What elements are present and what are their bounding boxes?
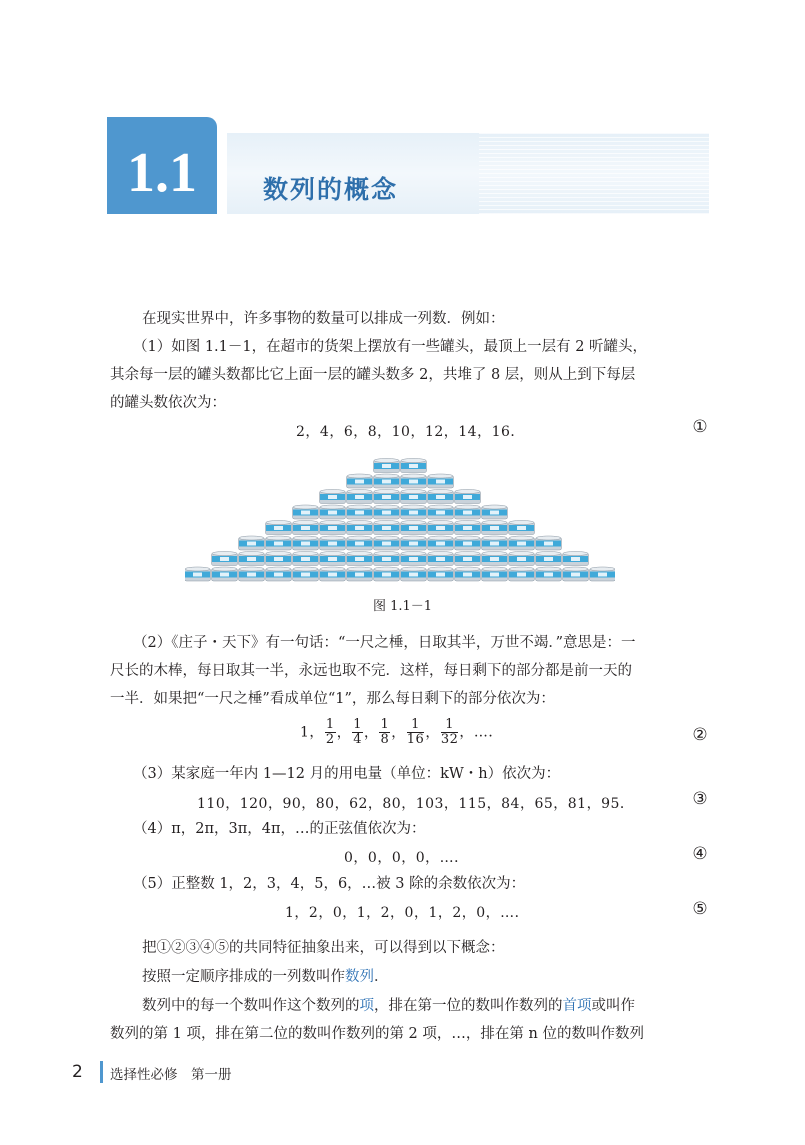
- can: [347, 552, 373, 566]
- concept-line3: 数列中的每一个数叫作这个数列的项，排在第一位的数叫作数列的首项或叫作: [142, 998, 635, 1014]
- can: [293, 567, 319, 581]
- can: [401, 536, 427, 550]
- can: [212, 567, 238, 581]
- fraction-denominator: 2: [325, 732, 335, 747]
- example2-line2: 尺长的木棒，每日取其一半，永远也取不完．这样，每日剩下的部分都是前一天的: [110, 663, 632, 679]
- concept-line1: 把①②③④⑤的共同特征抽象出来，可以得到以下概念：: [142, 940, 505, 956]
- can: [320, 490, 346, 504]
- section-title: 数列的概念: [263, 175, 399, 204]
- can: [455, 567, 481, 581]
- can: [455, 536, 481, 550]
- keyword-first-term: 首项: [562, 998, 592, 1014]
- section-number: 1.1: [127, 142, 197, 204]
- fraction: [352, 718, 363, 747]
- can: [347, 536, 373, 550]
- can: [563, 567, 589, 581]
- can: [455, 552, 481, 566]
- fraction: [441, 718, 459, 747]
- can: [266, 536, 292, 550]
- keyword-sequence: 数列: [345, 969, 374, 985]
- can: [482, 505, 508, 519]
- can: [509, 567, 535, 581]
- fraction: [325, 718, 336, 747]
- can: [455, 490, 481, 504]
- can: [428, 536, 454, 550]
- fraction: [379, 718, 390, 747]
- fraction-numerator: 1: [441, 718, 459, 733]
- fraction-denominator: 16: [406, 732, 425, 747]
- keyword-term: 项: [359, 998, 374, 1014]
- can: [401, 490, 427, 504]
- cans-pyramid-figure: [185, 455, 615, 585]
- footer-divider: [100, 1061, 103, 1083]
- can: [347, 474, 373, 488]
- can: [266, 552, 292, 566]
- fraction-list: $\frac{1}{2}$ ， $\frac{1}{4}$ ， $\frac{1}{8}$ ， $\frac{1}{16}$ ， $\frac{1}{32}$: [325, 717, 459, 747]
- can: [374, 505, 400, 519]
- fraction-denominator: 8: [380, 732, 390, 747]
- can: [239, 552, 265, 566]
- can: [374, 552, 400, 566]
- can: [428, 567, 454, 581]
- sequence-2: [300, 718, 503, 747]
- can: [536, 567, 562, 581]
- can: [428, 521, 454, 535]
- can: [374, 567, 400, 581]
- example1-line2: 其余每一层的罐头数都比它上面一层的罐头数多 2，共堆了 8 层，则从上到下每层: [110, 367, 636, 383]
- fraction: [407, 718, 425, 747]
- can: [482, 567, 508, 581]
- fraction-numerator: 1: [407, 718, 425, 733]
- can: [509, 552, 535, 566]
- fraction-numerator: 1: [325, 717, 335, 732]
- can: [401, 521, 427, 535]
- equation-mark-5: ⑤: [692, 899, 708, 919]
- can: [320, 521, 346, 535]
- sequence-2-tail: ，…．: [459, 724, 503, 741]
- example3-line1: （3）某家庭一年内 1—12 月的用电量（单位：kW・h）依次为：: [133, 766, 561, 782]
- sequence-4: 0，0，0，0，…．: [344, 850, 469, 866]
- example2-line1: （2）《庄子・天下》有一句话：“一尺之棰，日取其半，万世不竭．”意思是：一: [133, 635, 636, 651]
- can: [428, 474, 454, 488]
- can: [347, 490, 373, 504]
- example1-line1: （1）如图 1.1－1，在超市的货架上摆放有一些罐头，最顶上一层有 2 听罐头，: [133, 339, 648, 355]
- equation-mark-1: ①: [692, 417, 708, 437]
- fraction-numerator: 1: [380, 717, 390, 732]
- can: [293, 521, 319, 535]
- equation-mark-3: ③: [692, 789, 708, 809]
- sequence-2-first: 1，: [300, 724, 324, 741]
- section-number-box: [107, 117, 217, 214]
- can: [509, 521, 535, 535]
- can: [590, 567, 616, 581]
- can: [239, 536, 265, 550]
- book-title: 选择性必修 第一册: [110, 1067, 232, 1083]
- can: [293, 505, 319, 519]
- can: [347, 505, 373, 519]
- fraction-denominator: 4: [353, 732, 362, 747]
- can: [347, 521, 373, 535]
- can: [347, 567, 373, 581]
- equation-mark-2: ②: [692, 725, 708, 745]
- can: [320, 505, 346, 519]
- fraction-denominator: 32: [440, 732, 459, 747]
- can: [320, 567, 346, 581]
- can: [482, 536, 508, 550]
- can: [536, 552, 562, 566]
- can: [320, 552, 346, 566]
- sequence-3: 110，120，90，80，62，80，103，115，84，65，81，95．: [197, 796, 635, 812]
- can: [185, 567, 211, 581]
- fraction-numerator: 1: [353, 717, 362, 732]
- example4-line1: （4）π，2π，3π，4π，…的正弦值依次为：: [133, 821, 426, 837]
- can: [428, 490, 454, 504]
- page-number: 2: [72, 1062, 83, 1082]
- can: [266, 521, 292, 535]
- can: [428, 505, 454, 519]
- can: [374, 521, 400, 535]
- sequence-5: 1，2，0，1，2，0，1，2，0，…．: [285, 905, 530, 921]
- can: [374, 490, 400, 504]
- can: [401, 505, 427, 519]
- can: [401, 459, 427, 473]
- concept-line2: 按照一定顺序排成的一列数叫作数列．: [142, 969, 389, 985]
- can: [482, 552, 508, 566]
- can: [293, 552, 319, 566]
- can: [401, 474, 427, 488]
- sequence-1: 2，4，6，8，10，12，14，16．: [296, 424, 525, 440]
- figure-caption: 图 1.1－1: [372, 599, 433, 614]
- can: [482, 521, 508, 535]
- can: [401, 567, 427, 581]
- can: [374, 474, 400, 488]
- can: [320, 536, 346, 550]
- can: [374, 459, 400, 473]
- can: [401, 552, 427, 566]
- can: [455, 505, 481, 519]
- can: [428, 552, 454, 566]
- can: [239, 567, 265, 581]
- can: [266, 567, 292, 581]
- intro-paragraph: 在现实世界中，许多事物的数量可以排成一列数．例如：: [142, 311, 505, 327]
- example5-line1: （5）正整数 1，2，3，4，5，6，…被 3 除的余数依次为：: [133, 876, 526, 892]
- example1-line3: 的罐头数依次为：: [110, 395, 226, 411]
- equation-mark-4: ④: [692, 844, 708, 864]
- can: [374, 536, 400, 550]
- can: [212, 552, 238, 566]
- can: [455, 521, 481, 535]
- can: [536, 536, 562, 550]
- example2-line3: 一半．如果把“一尺之棰”看成单位“1”，那么每日剩下的部分依次为：: [110, 691, 555, 707]
- can: [509, 536, 535, 550]
- concept-line4: 数列的第 1 项，排在第二位的数叫作数列的第 2 项，…，排在第 n 位的数叫作数列: [110, 1026, 644, 1042]
- can: [563, 552, 589, 566]
- can: [293, 536, 319, 550]
